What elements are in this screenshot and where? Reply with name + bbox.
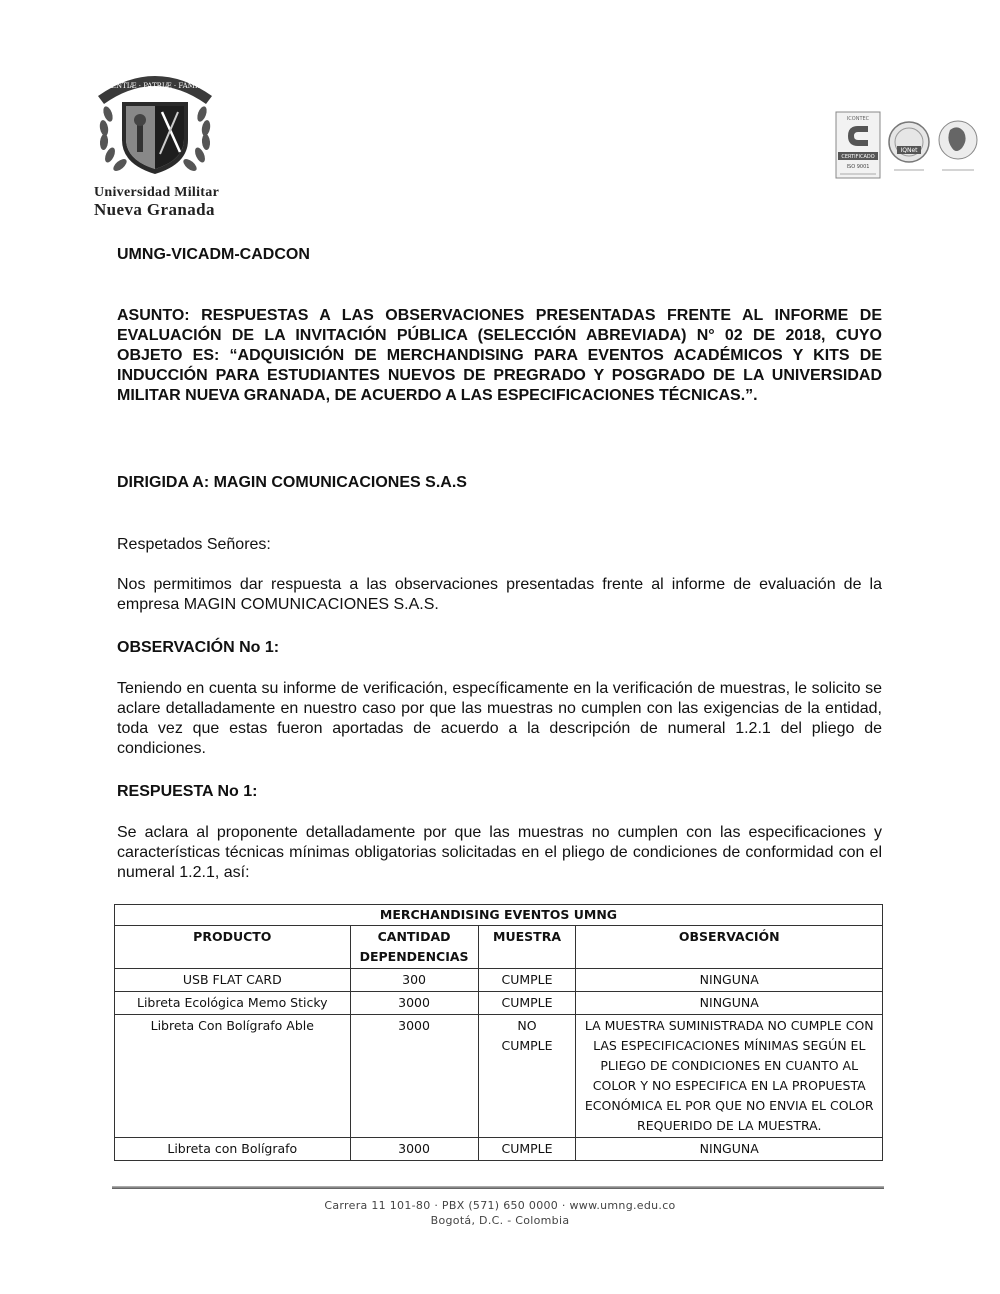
header-cantidad: CANTIDAD DEPENDENCIAS — [350, 926, 478, 969]
university-shield-icon — [90, 62, 220, 180]
footer-address: Carrera 11 101-80 · PBX (571) 650 0000 · www.umng.edu.co — [324, 1199, 676, 1212]
footer-city: Bogotá, D.C. - Colombia — [430, 1214, 570, 1227]
header-observacion: OBSERVACIÓN — [576, 926, 883, 969]
footer-divider — [112, 1186, 884, 1189]
university-name — [94, 184, 219, 218]
intro-paragraph: Nos permitimos dar respuesta a las observaciones presentadas frente al informe de evaluación de la empresa MAGIN COMUNICACIONES S.A.S. — [117, 576, 882, 613]
cell-muestra: CUMPLE — [478, 969, 576, 992]
cell-muestra: NO CUMPLE — [478, 1015, 576, 1138]
cell-muestra: CUMPLE — [478, 1138, 576, 1161]
header-producto: PRODUCTO — [115, 926, 351, 969]
merchandising-table — [114, 904, 883, 1161]
cell-observacion: LA MUESTRA SUMINISTRADA NO CUMPLE CON LAS ESPECIFICACIONES MÍNIMAS SEGÚN EL PLIEGO DE CONDICIONES EN CUANTO AL COLOR Y NO ESPECIFICA EN LA PROPUESTA ECONÓMICA EL POR QUE NO ENVIA EL COLOR REQUERIDO DE LA MUESTRA. — [576, 1015, 883, 1138]
table-row — [115, 1138, 883, 1161]
cell-cantidad: 3000 — [350, 992, 478, 1015]
table-header-row — [115, 926, 883, 969]
svg-text:ISO 9001: ISO 9001 — [846, 164, 870, 170]
certification-icons — [834, 108, 984, 184]
table-title: MERCHANDISING EVENTOS UMNG — [115, 905, 883, 926]
cell-producto: Libreta Con Bolígrafo Able — [115, 1015, 351, 1138]
table-title-row — [115, 905, 883, 926]
observation-title: OBSERVACIÓN No 1: — [117, 639, 280, 656]
icontec-logo-icon — [836, 112, 880, 178]
header-muestra: MUESTRA — [478, 926, 576, 969]
table-row — [115, 1015, 883, 1138]
observation-text: Teniendo en cuenta su informe de verificación, específicamente en la verificación de muestras, le solicito se aclare detalladamente en nuestro caso por que las muestras no cumplen con las exigencias de la entidad, toda vez que estas fueron aportadas de acuerdo a la descripción de numeral 1.2.1 del pliego de condiciones. — [117, 680, 882, 757]
cell-cantidad: 3000 — [350, 1015, 478, 1138]
cell-observacion: NINGUNA — [576, 969, 883, 992]
response-text: Se aclara al proponente detalladamente por que las muestras no cumplen con las especificaciones y características técnicas mínimas obligatorias solicitadas en el pliego de condiciones de conformidad con el numeral 1.2.1, así: — [117, 824, 882, 881]
motto-text: SCIENTIÆ · PATRIÆ · FAMILIÆ — [97, 82, 213, 90]
document-subject: ASUNTO: RESPUESTAS A LAS OBSERVACIONES PRESENTADAS FRENTE AL INFORME DE EVALUACIÓN DE LA INVITACIÓN PÚBLICA (SELECCIÓN ABREVIADA) N° 02 DE 2018, CUYO OBJETO ES: “ADQUISICIÓN DE MERCHANDISING PARA EVENTOS ACADÉMICOS Y KITS DE INDUCCIÓN PARA ESTUDIANTES NUEVOS DE PREGRADO Y POSGRADO DE LA UNIVERSIDAD MILITAR NUEVA GRANADA, DE ACUERDO A LAS ESPECIFICACIONES TÉCNICAS.”. — [117, 307, 882, 404]
colombia-seal-icon — [939, 121, 977, 170]
table-row — [115, 969, 883, 992]
response-title: RESPUESTA No 1: — [117, 783, 258, 800]
university-name-line2: Nueva Granada — [94, 200, 215, 219]
cell-cantidad: 300 — [350, 969, 478, 992]
table-row — [115, 992, 883, 1015]
cell-producto: USB FLAT CARD — [115, 969, 351, 992]
document-addressee: DIRIGIDA A: MAGIN COMUNICACIONES S.A.S — [117, 474, 467, 491]
university-name-line1: Universidad Militar — [94, 185, 220, 200]
svg-text:IQNet: IQNet — [900, 147, 918, 154]
cell-muestra: CUMPLE — [478, 992, 576, 1015]
cell-producto: Libreta Ecológica Memo Sticky — [115, 992, 351, 1015]
cell-observacion: NINGUNA — [576, 992, 883, 1015]
university-logo — [80, 62, 230, 222]
document-reference: UMNG-VICADM-CADCON — [117, 246, 310, 263]
cell-cantidad: 3000 — [350, 1138, 478, 1161]
cell-observacion: NINGUNA — [576, 1138, 883, 1161]
svg-text:ICONTEC: ICONTEC — [846, 116, 870, 122]
certification-logos — [834, 108, 984, 184]
cell-producto: Libreta con Bolígrafo — [115, 1138, 351, 1161]
greeting: Respetados Señores: — [117, 536, 271, 553]
svg-text:CERTIFICADO: CERTIFICADO — [841, 154, 875, 160]
iqnet-logo-icon — [889, 122, 929, 170]
